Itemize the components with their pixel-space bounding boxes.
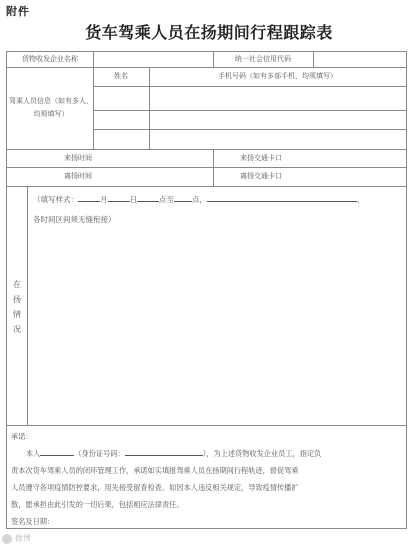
arrival-checkpoint-field[interactable] (309, 149, 406, 167)
arrival-checkpoint-label: 来扬交通卡口 (240, 153, 282, 162)
stay-format-note: 各时间区间须无缝衔接） (33, 215, 116, 224)
format-suffix: ， (357, 195, 365, 204)
commitment-heading: 承诺： (11, 432, 33, 441)
departure-time-label: 离扬时间 (64, 172, 92, 181)
commitment-text: （身份证号码： (74, 449, 125, 458)
weibo-logo-icon (2, 534, 12, 544)
watermark-text: 微博 (15, 534, 31, 543)
stay-label-char: 况 (13, 325, 21, 334)
row-divider (7, 425, 406, 426)
company-name-field[interactable] (94, 52, 213, 67)
format-prefix: （填写样式： (33, 195, 78, 204)
departure-checkpoint-label: 离扬交通卡口 (240, 172, 282, 181)
signature-date-label: 签名及日期： (11, 517, 55, 526)
arrival-time-label: 来扬时间 (64, 153, 92, 162)
departure-time-field[interactable] (149, 167, 213, 186)
tracking-form-table (6, 51, 407, 529)
hour-to-label: 点， (192, 195, 207, 204)
stay-label-char: 扬 (13, 295, 21, 304)
day-label: 日 (129, 195, 137, 204)
location-blank[interactable] (207, 192, 357, 202)
personnel-info-label-text: 驾乘人员信息（如有多人，均须填写） (9, 97, 93, 118)
stay-format-instructions[interactable] (33, 190, 403, 230)
hour-from-blank[interactable] (137, 192, 159, 202)
stay-label-char: 情 (13, 310, 21, 319)
commitment-line-3: 人员遵守各项疫情防控要求，用先接受留查检查。如因本人违反相关规定，导致疫情传播扩 (11, 483, 299, 492)
phone-field[interactable] (150, 130, 406, 149)
phone-field[interactable] (150, 111, 406, 129)
credit-code-field[interactable] (314, 52, 406, 67)
form-title: 货车驾乘人员在扬期间行程跟踪表 (85, 23, 333, 42)
name-blank[interactable] (40, 446, 74, 456)
commitment-line-1 (11, 445, 405, 462)
arrival-time-field[interactable] (149, 149, 213, 167)
name-field[interactable] (94, 111, 149, 129)
name-field[interactable] (94, 130, 149, 149)
departure-checkpoint-field[interactable] (309, 167, 406, 186)
stay-section-label (11, 277, 23, 337)
phone-column-header: 手机号码（如有多部手机，均须填写） (218, 72, 337, 81)
personnel-info-label (9, 67, 93, 149)
stay-format-line (33, 190, 403, 210)
stay-label-char: 在 (13, 280, 21, 289)
id-number-blank[interactable] (125, 446, 203, 456)
column-divider (27, 186, 28, 425)
commitment-section (11, 428, 405, 530)
day-blank[interactable] (108, 192, 130, 202)
watermark (2, 533, 31, 544)
commitment-line-2: 责本次货车驾乘人员的闭环管理工作，承诺如实填报驾乘人员在扬期间行程轨迹，督促驾乘 (11, 466, 299, 475)
hour-to-blank[interactable] (174, 192, 192, 202)
month-label: 月 (100, 195, 108, 204)
hour-from-label: 点至 (159, 195, 174, 204)
row-divider (7, 186, 406, 187)
month-blank[interactable] (78, 192, 100, 202)
commitment-text: ），为上述货物收发企业员工，指定负 (202, 449, 322, 458)
credit-code-label: 统一社会信用代码 (235, 55, 291, 64)
name-column-header: 姓名 (114, 72, 128, 81)
name-field[interactable] (94, 87, 149, 110)
attachment-label: 附件 (6, 5, 30, 18)
company-name-label: 货物收发企业名称 (22, 55, 78, 64)
commitment-line-4: 散，愿承担由此引发的一切后果，包括相应法律责任。 (11, 500, 184, 509)
commitment-text: 本人 (26, 449, 41, 458)
phone-field[interactable] (150, 87, 406, 110)
